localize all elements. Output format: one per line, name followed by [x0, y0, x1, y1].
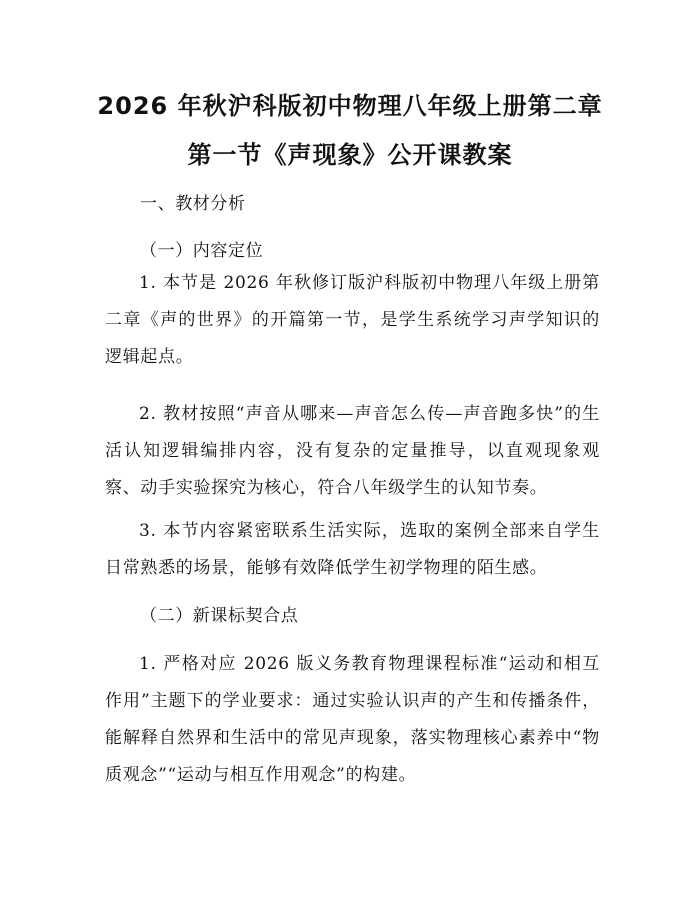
paragraph-3: 3. 本节内容紧密联系生活实际，选取的案例全部来自学生日常熟悉的场景，能够有效降低学生初学物理的陌生感。 [105, 521, 600, 578]
paragraph-2: 2. 教材按照“声音从哪来—声音怎么传—声音跑多快”的生活认知逻辑编排内容，没有复杂的定量推导，以直观现象观察、动手实验探究为核心，符合八年级学生的认知节奏。 [105, 404, 600, 498]
paragraph-4: 1. 严格对应 2026 版义务教育物理课程标准“运动和相互作用”主题下的学业要求：通过实验认识声的产生和传播条件，能解释自然界和生活中的常见声现象，落实物理核心素养中“物质观念”“运动与相互作用观念”的构建。 [105, 654, 600, 785]
document-title-line-1: 2026 年秋沪科版初中物理八年级上册第二章 [97, 92, 603, 120]
subsection-heading-content-positioning: （一）内容定位 [140, 241, 264, 261]
subsection-heading-curriculum-alignment: （二）新课标契合点 [140, 606, 299, 626]
section-heading-teaching-material-analysis: 一、教材分析 [140, 194, 246, 214]
document-title-line-2: 第一节《声现象》公开课教案 [187, 141, 513, 169]
paragraph-1: 1. 本节是 2026 年秋修订版沪科版初中物理八年级上册第二章《声的世界》的开篇第一节，是学生系统学习声学知识的逻辑起点。 [105, 273, 600, 367]
